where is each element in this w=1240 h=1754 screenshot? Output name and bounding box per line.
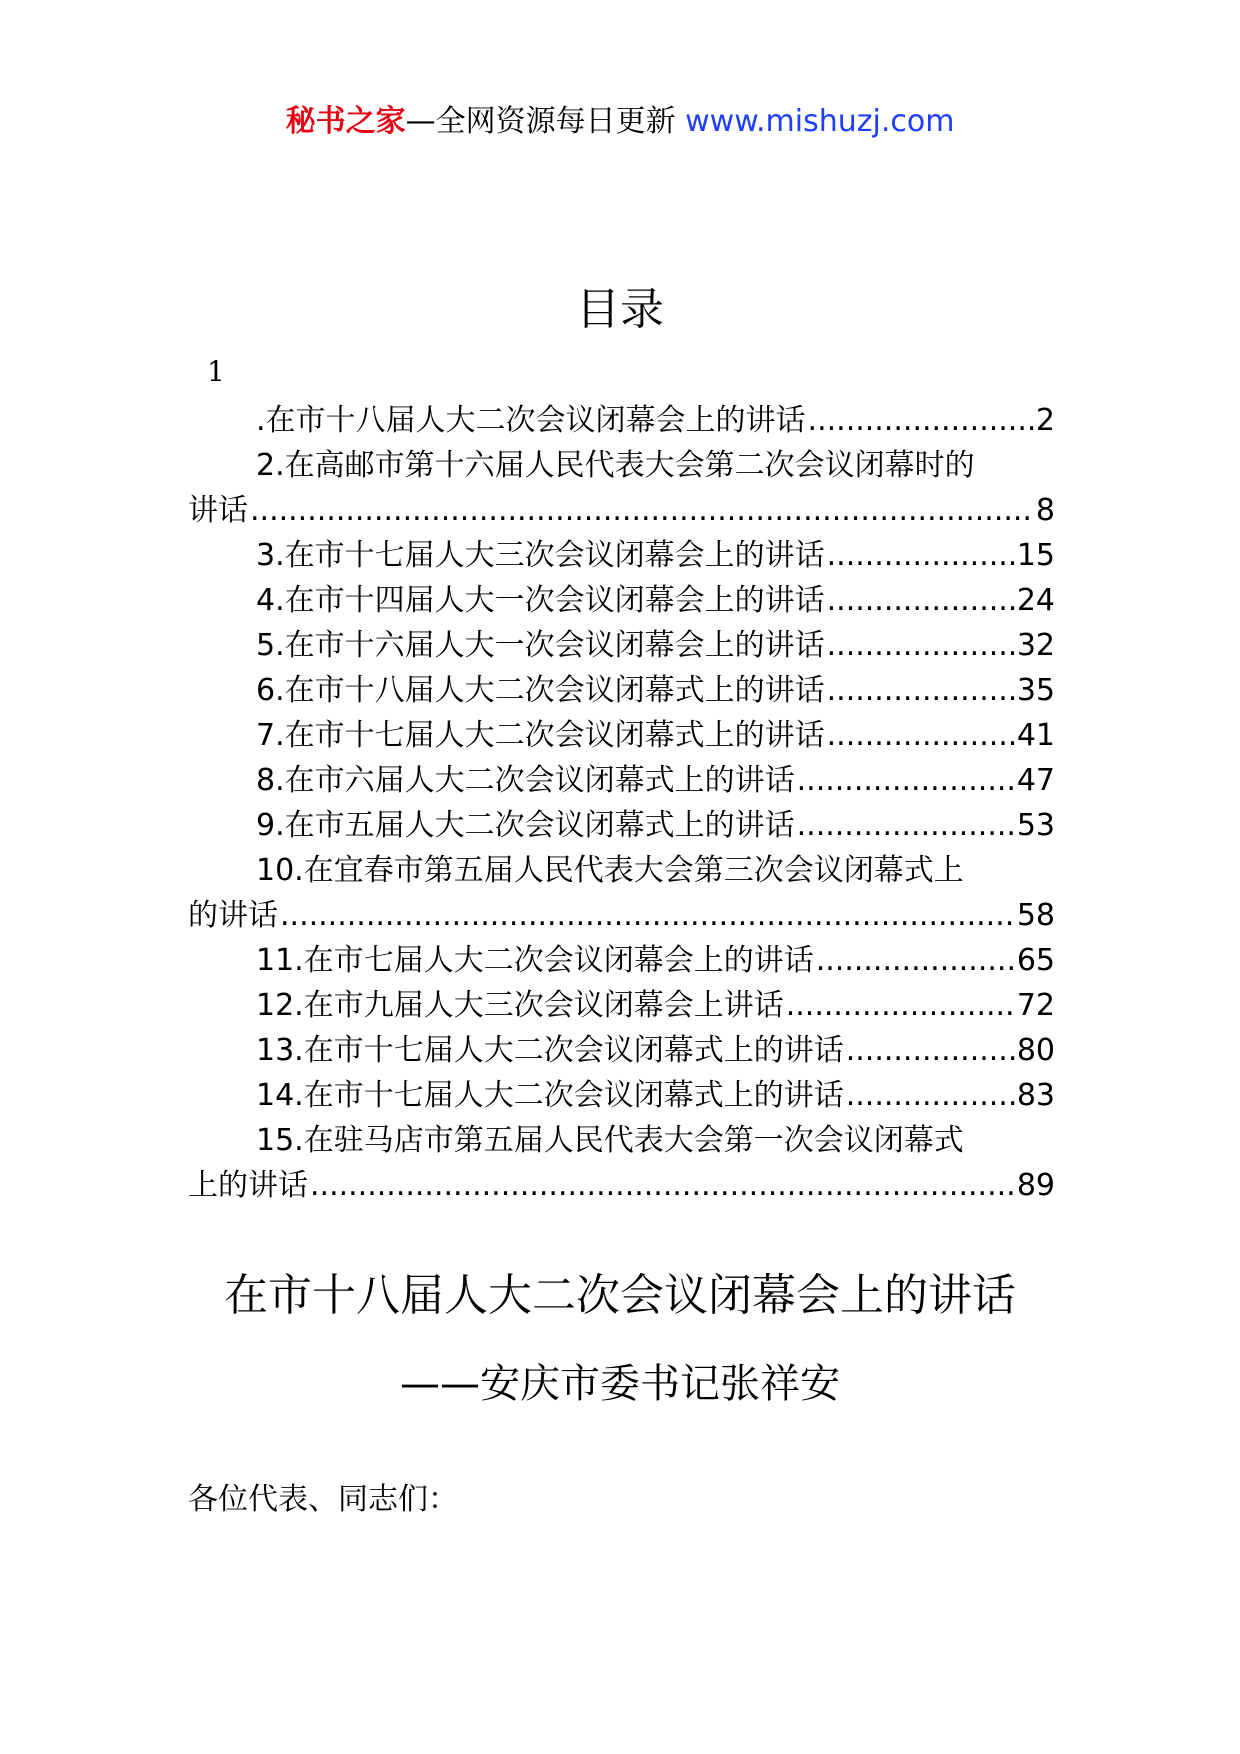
brand-name: 秘书之家 <box>285 104 406 139</box>
toc-entry[interactable] <box>188 668 1055 713</box>
toc-entry-page: 35 <box>1016 673 1055 708</box>
toc-entry-page: 65 <box>1016 943 1055 978</box>
toc-leader-dots <box>816 938 1015 983</box>
toc-leader-dots <box>827 578 1015 623</box>
toc-leader-dots <box>827 713 1015 758</box>
toc-entry-title: 7.在市十七届人大二次会议闭幕式上的讲话 <box>256 718 825 753</box>
toc-leader-dots <box>846 1073 1015 1118</box>
toc-leader-dots <box>846 1028 1015 1073</box>
speech-subtitle: ——安庆市委书记张祥安 <box>400 1361 840 1407</box>
toc-entry-title: 2.在高邮市第十六届人民代表大会第二次会议闭幕时的 <box>256 448 975 483</box>
toc-entry-title-continued: 讲话 <box>188 493 248 528</box>
toc-entry-title-continued: 的讲话 <box>188 898 278 933</box>
toc-entry-title: .在市十八届人大二次会议闭幕会上的讲话 <box>256 403 806 438</box>
toc-entry[interactable] <box>188 1118 1055 1208</box>
toc-entry-page: 83 <box>1016 1078 1055 1113</box>
toc-entry[interactable] <box>188 983 1055 1028</box>
toc-entry-title: 5.在市十六届人大一次会议闭幕会上的讲话 <box>256 628 825 663</box>
toc-leader-dots <box>797 758 1015 803</box>
speech-salutation: 各位代表、同志们： <box>188 1482 458 1517</box>
toc-entry-page: 72 <box>1016 988 1055 1023</box>
toc-entry-title: 11.在市七届人大二次会议闭幕会上的讲话 <box>256 943 814 978</box>
toc-entry[interactable] <box>188 938 1055 983</box>
toc-entry-page: 41 <box>1016 718 1055 753</box>
toc-entry[interactable] <box>188 803 1055 848</box>
toc-leader-dots <box>797 803 1015 848</box>
toc-entry[interactable] <box>188 848 1055 938</box>
toc-entry[interactable] <box>188 758 1055 803</box>
toc-leader-dots <box>827 533 1015 578</box>
toc-entry-title-continued: 上的讲话 <box>188 1168 308 1203</box>
toc-entry-title: 8.在市六届人大二次会议闭幕式上的讲话 <box>256 763 795 798</box>
toc-entry-page: 89 <box>1016 1168 1055 1203</box>
toc-entry-page: 47 <box>1016 763 1055 798</box>
toc-entry[interactable] <box>188 1028 1055 1073</box>
header-slogan: —全网资源每日更新 <box>405 104 686 139</box>
toc-entry-page: 24 <box>1016 583 1055 618</box>
speech-title: 在市十八届人大二次会议闭幕会上的讲话 <box>224 1270 1016 1321</box>
site-header <box>0 100 1240 144</box>
toc-entry-title: 15.在驻马店市第五届人民代表大会第一次会议闭幕式 <box>256 1123 964 1158</box>
toc-leader-dots <box>310 1163 1015 1208</box>
toc-entry[interactable] <box>188 623 1055 668</box>
toc-entry-title: 4.在市十四届人大一次会议闭幕会上的讲话 <box>256 583 825 618</box>
toc-entry-page: 15 <box>1016 538 1055 573</box>
toc-entry-title: 10.在宜春市第五届人民代表大会第三次会议闭幕式上 <box>256 853 964 888</box>
toc-entry[interactable] <box>188 713 1055 758</box>
toc-entry-title: 9.在市五届人大二次会议闭幕式上的讲话 <box>256 808 795 843</box>
toc-leader-dots <box>280 893 1015 938</box>
toc-entry-page: 80 <box>1016 1033 1055 1068</box>
toc-entry-title: 3.在市十七届人大三次会议闭幕会上的讲话 <box>256 538 825 573</box>
toc-entry-title: 12.在市九届人大三次会议闭幕会上讲话 <box>256 988 784 1023</box>
toc-entry-title: 6.在市十八届人大二次会议闭幕式上的讲话 <box>256 673 825 708</box>
toc-stray-number: 1 <box>207 355 225 388</box>
toc-entry[interactable] <box>188 398 1055 443</box>
toc-leader-dots <box>827 668 1015 713</box>
toc-entry[interactable] <box>188 578 1055 623</box>
toc-entry-page: 8 <box>1035 493 1055 528</box>
toc-entry-page: 32 <box>1016 628 1055 663</box>
toc-leader-dots <box>250 488 1034 533</box>
toc-leader-dots <box>827 623 1015 668</box>
toc-leader-dots <box>808 398 1034 443</box>
toc-entry-page: 53 <box>1016 808 1055 843</box>
toc-leader-dots <box>786 983 1015 1028</box>
toc-entry-page: 2 <box>1035 403 1055 438</box>
site-url-link[interactable]: www.mishuzj.com <box>685 104 955 139</box>
toc-title: 目录 <box>576 284 664 335</box>
toc-entry[interactable] <box>188 443 1055 533</box>
table-of-contents <box>188 398 1055 1208</box>
toc-entry[interactable] <box>188 533 1055 578</box>
toc-entry-title: 13.在市十七届人大二次会议闭幕式上的讲话 <box>256 1033 844 1068</box>
toc-entry-title: 14.在市十七届人大二次会议闭幕式上的讲话 <box>256 1078 844 1113</box>
toc-entry[interactable] <box>188 1073 1055 1118</box>
toc-entry-page: 58 <box>1016 898 1055 933</box>
